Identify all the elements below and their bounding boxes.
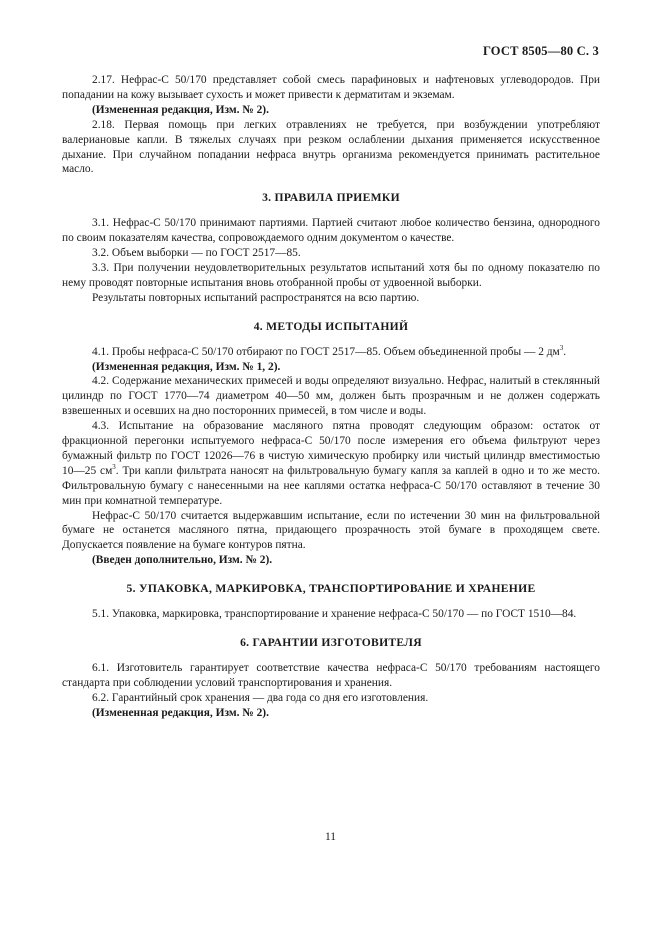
running-header: ГОСТ 8505—80 С. 3 <box>482 44 599 58</box>
paragraph-6-1: 6.1. Изготовитель гарантирует соответствие качества нефраса-С 50/170 требованиям настоящего стандарта при соблюдении условий транспортирования и хранения. <box>62 661 600 689</box>
paragraph-3-3-results: Результаты повторных испытаний распространятся на всю партию. <box>92 291 420 304</box>
paragraph-4-3-criterion: Нефрас-С 50/170 считается выдержавшим испытание, если по истечении 30 мин на фильтровальной бумаге не останется масляного пятна, придающего прозрачность этой бумаге в проходящем свете. Допускается появление на бумаге контуров пятна. <box>62 509 600 552</box>
paragraph-4-1-text: 4.1. Пробы нефраса-С 50/170 отбирают по ГОСТ 2517—85. Объем объединенной пробы — 2 дм <box>92 345 560 358</box>
section-heading-test-methods: 4. МЕТОДЫ ИСПЫТАНИЙ <box>253 319 409 333</box>
paragraph-6-2: 6.2. Гарантийный срок хранения — два года со дня его изготовления. <box>92 691 429 704</box>
paragraph-3-2: 3.2. Объем выборки — по ГОСТ 2517—85. <box>92 247 301 260</box>
superscript-3: 3 <box>112 463 116 472</box>
amendment-note: (Введен дополнительно, Изм. № 2). <box>92 554 273 567</box>
superscript-3: 3 <box>559 343 564 352</box>
section-heading-acceptance: 3. ПРАВИЛА ПРИЕМКИ <box>262 191 400 205</box>
amendment-note: (Измененная редакция, Изм. № 2). <box>92 706 269 719</box>
amendment-note: (Измененная редакция, Изм. № 2). <box>92 103 269 116</box>
paragraph-4-1-end: . <box>563 345 567 358</box>
paragraph-4-3 <box>62 419 600 508</box>
paragraph-2-17: 2.17. Нефрас-С 50/170 представляет собой смесь парафиновых и нафтеновых углеводородов. При попадании на кожу вызывает сухость и может привести к дерматитам и экземам. <box>62 74 600 101</box>
paragraph-3-1: 3.1. Нефрас-С 50/170 принимают партиями. Партией считают любое количество бензина, однородного по своим показателям качества, сопровождаемого одним документом о качестве. <box>62 217 600 245</box>
paragraph-4-2: 4.2. Содержание механических примесей и воды определяют визуально. Нефрас, налитый в стеклянный цилиндр по ГОСТ 1770—74 диаметром 40—50 мм, должен быть прозрачным и не должен содержать взвешенных и осевших на дно посторонних примесей, в том числе и воды. <box>62 375 600 418</box>
paragraph-5-1: 5.1. Упаковка, маркировка, транспортирование и хранение нефраса-С 50/170 — по ГОСТ 1510—84. <box>92 608 577 621</box>
amendment-note: (Измененная редакция, Изм. № 1, 2). <box>92 360 281 373</box>
section-heading-warranty: 6. ГАРАНТИИ ИЗГОТОВИТЕЛЯ <box>240 636 422 649</box>
paragraph-4-3-continuation: . Три капли фильтрата наносят на фильтровальную бумагу капля за каплей в одно и то же место. Фильтровальную бумагу с нанесенными на нее каплями остатка нефраса-С 50/170 оставляют в течение 30 мин при комнатной температуре. <box>62 464 600 507</box>
page-number: 11 <box>324 831 337 843</box>
section-heading-packaging: 5. УПАКОВКА, МАРКИРОВКА, ТРАНСПОРТИРОВАНИЕ И ХРАНЕНИЕ <box>126 582 536 596</box>
paragraph-4-3-text: 4.3. Испытание на образование масляного пятна проводят следующим образом: остаток от фракционной перегонки испытуемого нефраса-С 50/170 после измерения его объема фильтруют через бумажный фильтр по ГОСТ 12026—76 в чистую химическую пробирку или чистый цилиндр вместимостью 10—25 см <box>62 420 600 477</box>
paragraph-4-1 <box>62 345 600 360</box>
document-body <box>62 73 600 721</box>
paragraph-2-18: 2.18. Первая помощь при легких отравлениях не требуется, при возбуждении употребляют валериановые капли. В тяжелых случаях при резком ослаблении дыхания применяется искусственное дыхание. При случайном попадании нефраса внутрь организма рекомендуется принимать растительное масло. <box>62 118 600 176</box>
paragraph-3-3: 3.3. При получении неудовлетворительных результатов испытаний хотя бы по одному показателю по нему проводят повторные испытания вновь отобранной пробы от удвоенной выборки. <box>62 261 600 289</box>
